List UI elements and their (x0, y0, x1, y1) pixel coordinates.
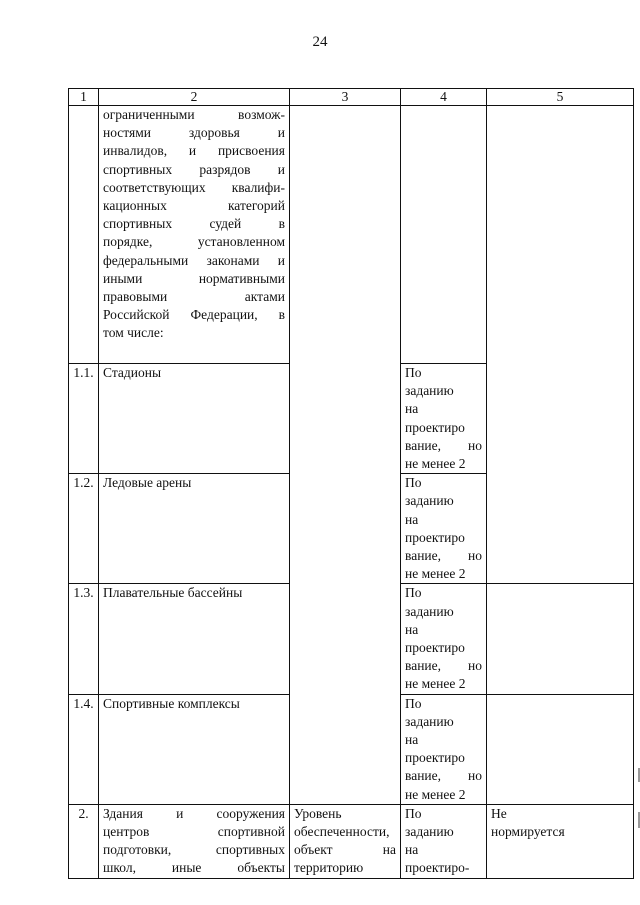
text-line: Не (491, 805, 507, 821)
text-line: вание, но (405, 548, 482, 564)
text-line: на (405, 842, 419, 858)
text-line: ностями здоровья и (103, 125, 285, 141)
text-line: Уровень (294, 805, 342, 821)
page-number: 24 (312, 34, 328, 50)
text-line: не менее 2 (405, 456, 466, 472)
table-row (69, 106, 634, 364)
row-number-cell (69, 106, 99, 364)
text-line: По (405, 805, 422, 821)
header-cell: 1 (69, 89, 99, 106)
facility-name-cell (99, 804, 290, 878)
text-line: территорию (294, 860, 364, 876)
text-line: на (405, 511, 419, 527)
text-line: вание, но (405, 437, 482, 453)
text-line: федеральными законами и (103, 252, 285, 268)
requirement-cell (401, 584, 487, 694)
text-line: на (405, 621, 419, 637)
requirements-table (68, 88, 634, 879)
text-line: По (405, 365, 422, 380)
header-cell: 2 (99, 89, 290, 106)
requirement-cell (401, 694, 487, 804)
text-line: Российской Федерации, в (103, 307, 285, 323)
table-header-row (69, 89, 634, 106)
header-cell: 3 (290, 89, 401, 106)
requirement-cell (401, 804, 487, 878)
column-5-cell (487, 804, 634, 878)
intro-text-cell (99, 106, 290, 364)
text-line: кационных категорий (103, 198, 285, 214)
text-line: заданию (405, 383, 454, 399)
facility-name-cell: Спортивные комплексы (99, 694, 290, 804)
text-line: центров спортивной (103, 824, 285, 840)
text-line: не менее 2 (405, 566, 466, 582)
text-line: правовыми актами (103, 289, 285, 305)
text-line: на (405, 401, 419, 417)
text-line: соответствующих квалифи- (103, 179, 285, 195)
text-line: вание, но (405, 768, 482, 784)
text-line: порядке, установленном (103, 234, 285, 250)
header-cell: 4 (401, 89, 487, 106)
text-line: том числе: (103, 325, 164, 341)
text-line: не менее 2 (405, 676, 466, 692)
provision-level-cell (290, 804, 401, 878)
table-row (69, 804, 634, 878)
text-line: проектиро (405, 419, 465, 435)
text-line: проектиро (405, 529, 465, 545)
text-line: на (405, 732, 419, 748)
text-line: заданию (405, 603, 454, 619)
requirement-cell (401, 474, 487, 584)
text-line: школ, иные объекты (103, 860, 285, 876)
text-line: проектиро- (405, 860, 470, 876)
requirement-cell (401, 364, 487, 474)
text-line: проектиро (405, 750, 465, 766)
text-line: По (405, 695, 422, 711)
row-number-cell: 2. (69, 804, 99, 878)
text-line: обеспеченности, (294, 824, 390, 840)
column-3-merged-cell (290, 106, 401, 805)
text-line: ограниченными возмож- (103, 107, 285, 122)
text-line: Здания и сооружения (103, 805, 285, 821)
header-cell: 5 (487, 89, 634, 106)
text-line: подготовки, спортивных (103, 842, 285, 858)
facility-name-cell: Стадионы (99, 364, 290, 474)
text-line: проектиро (405, 640, 465, 656)
column-5-merged-cell (487, 106, 634, 584)
text-line: вание, но (405, 658, 482, 674)
row-number-cell: 1.3. (69, 584, 99, 694)
text-line: По (405, 475, 422, 491)
row-number-cell: 1.4. (69, 694, 99, 804)
text-line: спортивных судей в (103, 216, 285, 232)
text-line: объект на (294, 842, 396, 858)
text-line: инвалидов, и присвоения (103, 143, 285, 159)
row-number-cell: 1.1. (69, 364, 99, 474)
text-line: спортивных разрядов и (103, 161, 285, 177)
text-line: нормируется (491, 824, 565, 840)
column-5-cell (487, 694, 634, 804)
row-number-cell: 1.2. (69, 474, 99, 584)
text-line: не менее 2 (405, 786, 466, 802)
text-line: По (405, 585, 422, 601)
column-4-cell (401, 106, 487, 364)
text-line: иными нормативными (103, 270, 285, 286)
column-5-cell (487, 584, 634, 694)
text-line: заданию (405, 493, 454, 509)
facility-name-cell: Плавательные бассейны (99, 584, 290, 694)
text-line: заданию (405, 824, 454, 840)
text-line: заданию (405, 713, 454, 729)
facility-name-cell: Ледовые арены (99, 474, 290, 584)
